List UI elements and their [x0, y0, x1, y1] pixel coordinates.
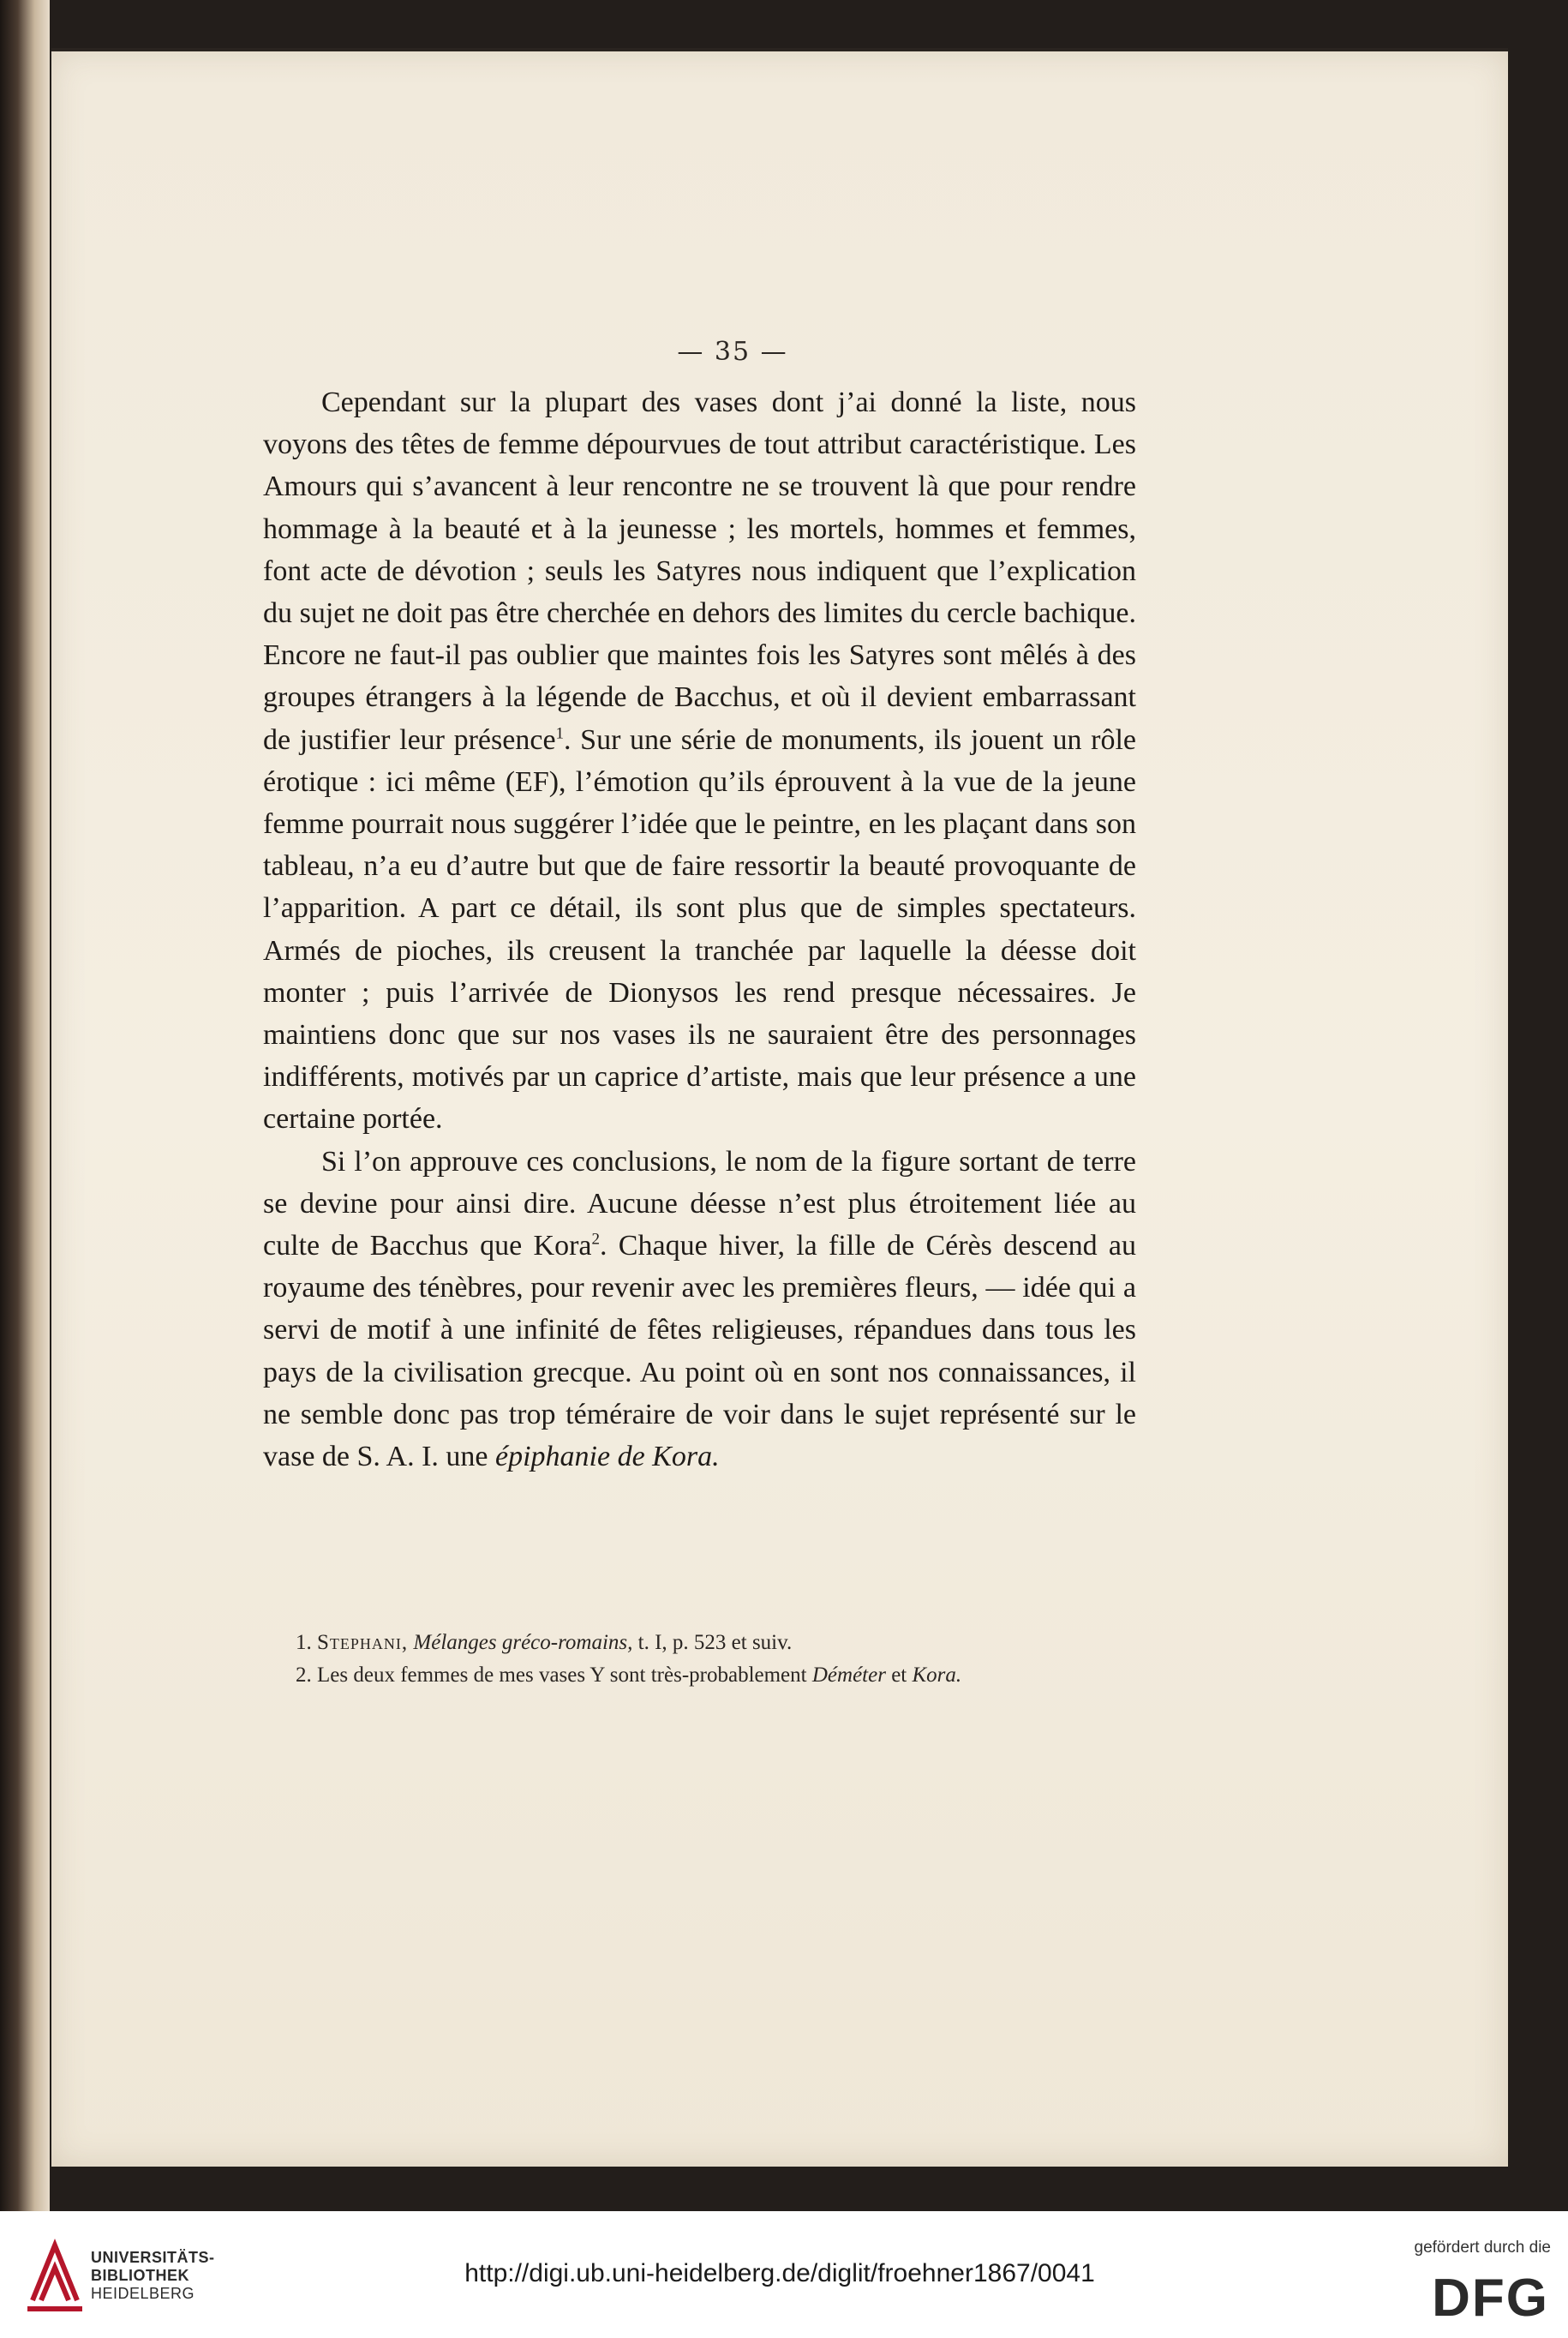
footnote-1-number: 1. [296, 1631, 312, 1654]
footnote-2-text-b: et [885, 1664, 913, 1687]
footnote-2-name-demeter: Déméter [811, 1664, 886, 1687]
italic-phrase: épiphanie de Kora. [495, 1441, 720, 1473]
footnote-2-text-a: Les deux femmes de mes vases Y sont très-probablement [317, 1664, 812, 1687]
footnotes [296, 1627, 1144, 1692]
ub-heidelberg-logo-icon [24, 2239, 86, 2314]
library-name-line-2: BIBLIOTHEK [91, 2267, 189, 2284]
book-spine-edge [0, 0, 50, 2211]
footnote-2 [296, 1659, 1144, 1692]
footnote-ref-1: 1 [555, 724, 565, 743]
paragraph-1 [263, 381, 1136, 1141]
paragraph-text-segment: Si l’on approuve ces conclusions, le nom de la figure sortant de terre se devine pour ainsi dire. Aucune déesse n’est plus étroitement liée au culte de Bacchus que Kora [263, 1145, 1136, 1262]
footnote-1-author: Stephani, [317, 1631, 409, 1654]
paragraph-text-segment: . Chaque hiver, la fille de Cérès descend au royaume des ténèbres, pour revenir avec les premières fleurs, — idée qui a servi de motif à une infinité de fêtes religieuses, répandues dans tous les pays de la civilisation grecque. Au point où en sont nos connaissances, il ne semble donc pas trop téméraire de voir dans le sujet représenté sur le vase de S. A. I. une [263, 1230, 1137, 1473]
dfg-logo-text: DFG [1432, 2269, 1549, 2321]
paragraph-text-segment: . Sur une série de monuments, ils jouent un rôle érotique : ici même (EF), l’émotion qu’ils éprouvent à la vue de la jeune femme pourrait nous suggérer l’idée que le peintre, en les plaçant dans son tableau, n’a eu d’autre but que de faire ressortir la beauté provoquante de l’apparition. A part ce détail, ils sont plus que de simples spectateurs. Armés de pioches, ils creusent la tranchée par laquelle la déesse doit monter ; puis l’arrivée de Dionysos les rend presque nécessaires. Je maintiens donc que sur nos vases ils ne sauraient être des personnages indifférents, motivés par un caprice d’artiste, mais que leur présence a une certaine portée. [263, 723, 1136, 1136]
body-text [263, 381, 1136, 1478]
library-name-line-1: UNIVERSITÄTS- [91, 2249, 215, 2266]
library-name-line-3: HEIDELBERG [91, 2285, 195, 2302]
footnote-1-title: Mélanges gréco-romains, [413, 1631, 633, 1654]
page-top-edge [51, 48, 1508, 51]
footnote-1 [296, 1627, 1144, 1659]
footnote-ref-2: 2 [591, 1230, 601, 1249]
library-name [91, 2249, 279, 2303]
dfg-logo-icon [1397, 2269, 1551, 2321]
paragraph-text-segment: Cependant sur la plupart des vases dont j’ai donné la liste, nous voyons des têtes de femme dépourvues de tout attribut caractéristique. Les Amours qui s’avancent à leur rencontre ne se trouvent là que pour rendre hommage à la beauté et à la jeunesse ; les mortels, hommes et femmes, font acte de dévotion ; seuls les Satyres nous indiquent que l’explication du sujet ne doit pas être cherchée en dehors des limites du cercle bachique. Encore ne faut-il pas oublier que maintes fois les Satyres sont mêlés à des groupes étrangers à la légende de Bacchus, et où il devient embarrassant de justifier leur présence [263, 387, 1136, 756]
page-number: — 35 — [677, 337, 788, 367]
footnote-2-name-kora: Kora. [912, 1664, 962, 1687]
permalink-url[interactable]: http://digi.ub.uni-heidelberg.de/diglit/froehner1867/0041 [464, 2259, 1095, 2287]
footnote-2-number: 2. [296, 1664, 312, 1687]
funding-label: gefördert durch die [1414, 2239, 1551, 2257]
paragraph-2 [263, 1141, 1136, 1478]
footnote-1-ref: t. I, p. 523 et suiv. [632, 1631, 793, 1654]
